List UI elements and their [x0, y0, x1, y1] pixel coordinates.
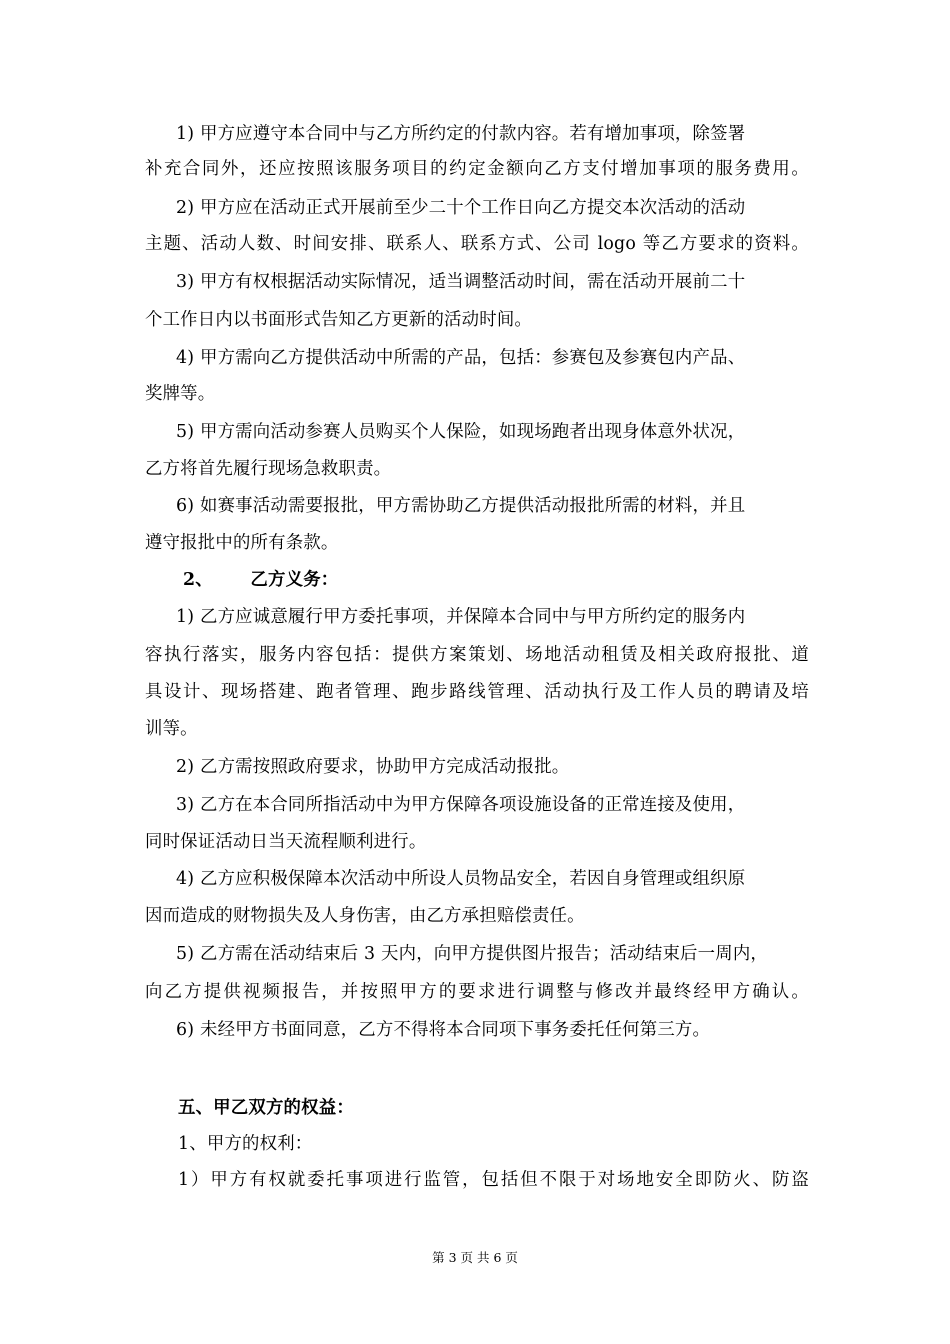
text-line-20: 同时保证活动日当天流程顺利进行。	[145, 832, 427, 852]
text-line-9: 5) 甲方需向活动参赛人员购买个人保险，如现场跑者出现身体意外状况，	[176, 422, 746, 442]
page-footer: 第 3 页 共 6 页	[432, 1250, 518, 1265]
text-line-11: 6) 如赛事活动需要报批，甲方需协助乙方提供活动报批所需的材料，并且	[176, 496, 746, 516]
text-line-10: 乙方将首先履行现场急救职责。	[145, 459, 392, 479]
text-line-5: 3) 甲方有权根据活动实际情况，适当调整活动时间，需在活动开展前二十	[176, 272, 746, 292]
text-line-2: 补充合同外，还应按照该服务项目的约定金额向乙方支付增加事项的服务费用。	[145, 159, 809, 179]
text-line-1: 1) 甲方应遵守本合同中与乙方所约定的付款内容。若有增加事项，除签署	[176, 124, 746, 144]
text-line-8: 奖牌等。	[145, 384, 216, 404]
text-line-3: 2) 甲方应在活动正式开展前至少二十个工作日向乙方提交本次活动的活动	[176, 198, 746, 218]
text-line-21: 4) 乙方应积极保障本次活动中所设人员物品安全，若因自身管理或组织原	[176, 869, 746, 889]
text-line-14: 1) 乙方应诚意履行甲方委托事项，并保障本合同中与甲方所约定的服务内	[176, 607, 746, 627]
text-line-18: 2) 乙方需按照政府要求，协助甲方完成活动报批。	[176, 757, 570, 777]
text-line-16: 具设计、现场搭建、跑者管理、跑步路线管理、活动执行及工作人员的聘请及培	[145, 682, 809, 702]
subsection-heading: 1、甲方的权利：	[178, 1134, 313, 1154]
text-line-7: 4) 甲方需向乙方提供活动中所需的产品，包括：参赛包及参赛包内产品、	[176, 348, 746, 368]
section-heading-5: 五、甲乙双方的权益：	[178, 1098, 354, 1118]
text-line-15: 容执行落实，服务内容包括：提供方案策划、场地活动租赁及相关政府报批、道	[145, 645, 809, 665]
text-line-23: 5) 乙方需在活动结束后 3 天内，向甲方提供图片报告；活动结束后一周内，	[176, 944, 769, 964]
text-line-25: 6) 未经甲方书面同意，乙方不得将本合同项下事务委托任何第三方。	[176, 1020, 711, 1040]
text-line-4: 主题、活动人数、时间安排、联系人、联系方式、公司 logo 等乙方要求的资料。	[145, 234, 809, 254]
text-line-24: 向乙方提供视频报告，并按照甲方的要求进行调整与修改并最终经甲方确认。	[145, 982, 809, 1002]
text-line-22: 因而造成的财物损失及人身伤害，由乙方承担赔偿责任。	[145, 906, 585, 926]
section-heading-2: 2、 乙方义务：	[183, 570, 339, 590]
text-line-17: 训等。	[145, 719, 198, 739]
text-line-12: 遵守报批中的所有条款。	[145, 533, 339, 553]
text-line-6: 个工作日内以书面形式告知乙方更新的活动时间。	[145, 310, 532, 330]
text-line-19: 3) 乙方在本合同所指活动中为甲方保障各项设施设备的正常连接及使用，	[176, 795, 746, 815]
text-line-28: 1）甲方有权就委托事项进行监管，包括但不限于对场地安全即防火、防盗	[178, 1170, 809, 1190]
